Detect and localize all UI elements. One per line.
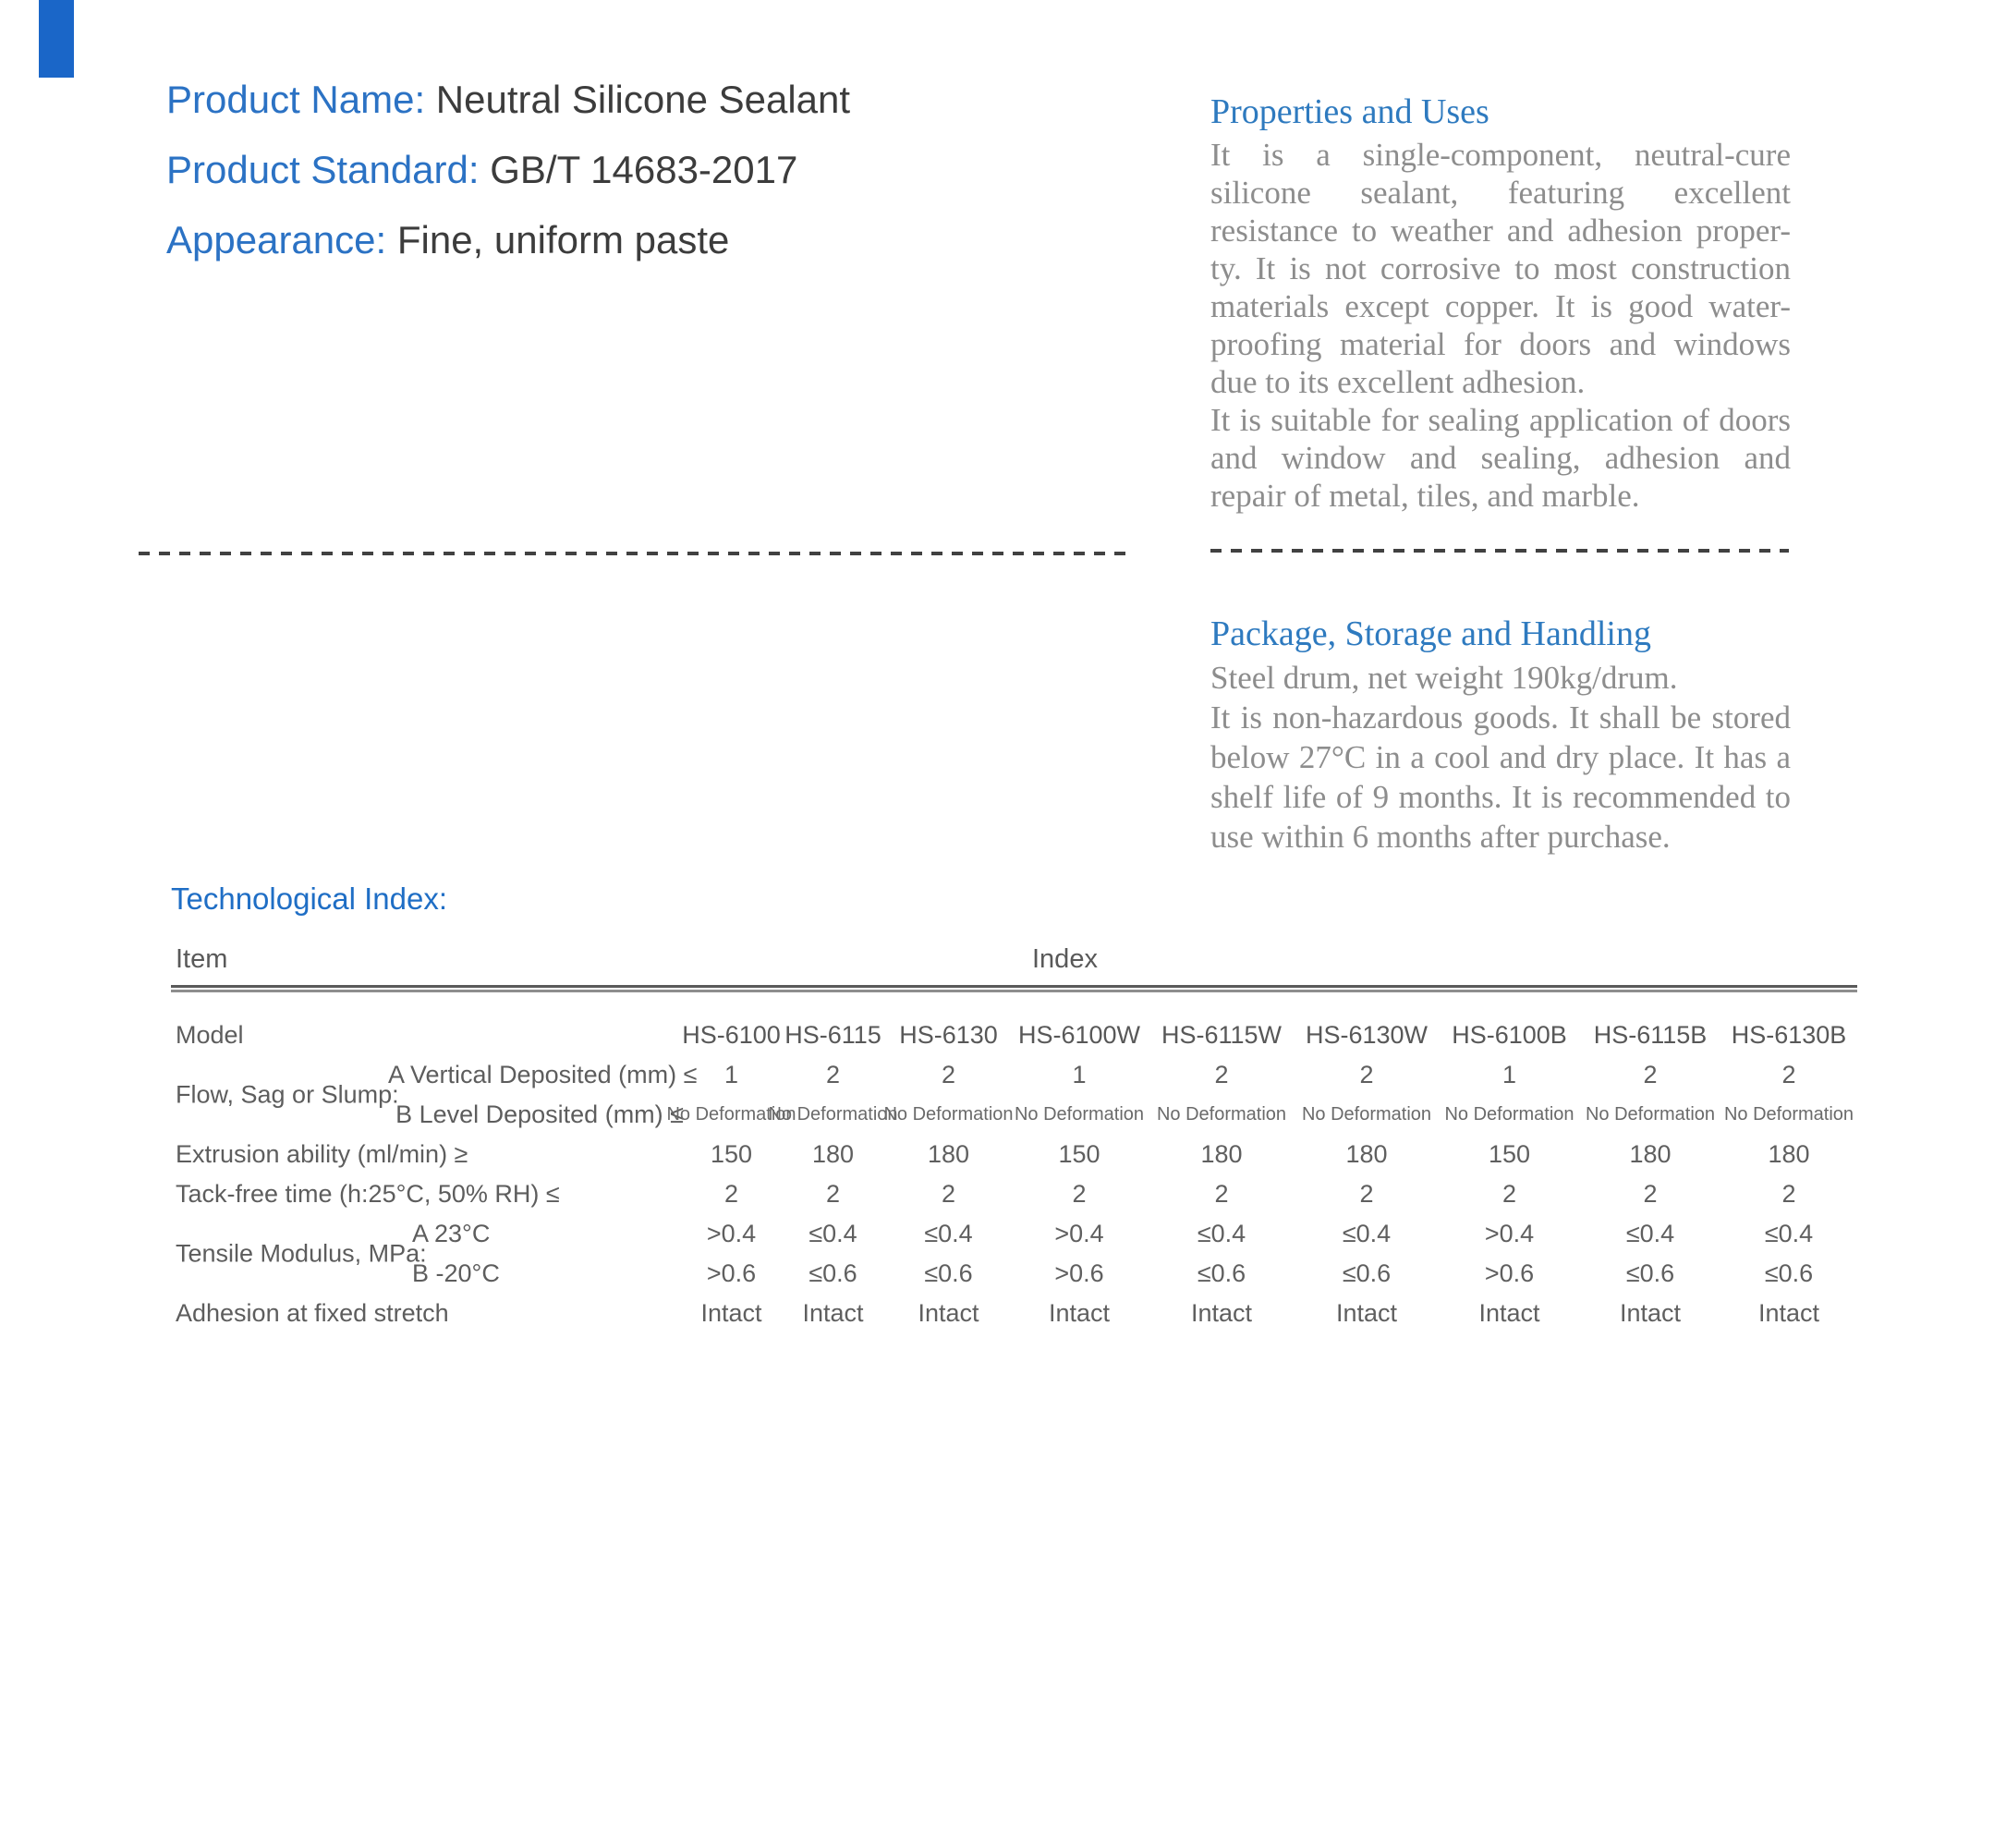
package-section: [1210, 610, 1791, 857]
table-value-cell: Intact: [802, 1299, 864, 1327]
table-value-cell: HS-6115: [784, 1020, 881, 1049]
table-value-cell: ≤0.6: [1197, 1259, 1246, 1287]
table-value-cell: 1: [723, 1061, 739, 1088]
table-value-cell: >0.4: [706, 1220, 757, 1247]
table-value-cell: 2: [1781, 1180, 1796, 1208]
table-value-cell: ≤0.4: [1764, 1220, 1814, 1247]
table-row-group: [171, 1055, 1857, 1135]
table-value-cell: No Deformation: [1301, 1104, 1432, 1125]
body-text-line: resistance to weather and adhesion proper-: [1210, 213, 1791, 249]
body-text-line: proofing material for doors and windows: [1210, 326, 1791, 362]
table-value-cell: HS-6100W: [1017, 1020, 1141, 1049]
row-sublabel: A 23°C: [412, 1220, 491, 1247]
table-value-cell: 2: [1781, 1061, 1796, 1088]
body-text-line: Steel drum, net weight 190kg/drum.: [1210, 660, 1678, 696]
table-value-cell: 180: [1200, 1140, 1243, 1168]
table-row: [171, 1174, 1857, 1214]
table-value-cell: 2: [1214, 1180, 1229, 1208]
row-label: Tack-free time (h:25°C, 50% RH) ≤: [176, 1180, 560, 1208]
row-sublabel: B -20°C: [412, 1259, 500, 1287]
body-text-line: and window and sealing, adhesion and: [1210, 440, 1791, 476]
model-row: [171, 1015, 1857, 1055]
table-value-cell: HS-6115B: [1593, 1020, 1708, 1049]
body-text-line: due to its excellent adhesion.: [1210, 364, 1586, 400]
table-value-cell: 1: [1072, 1061, 1087, 1088]
table-value-cell: No Deformation: [1444, 1104, 1574, 1125]
table-value-cell: Intact: [1619, 1299, 1682, 1327]
table-value-cell: ≤0.6: [924, 1259, 973, 1287]
header-double-rule: [171, 985, 1857, 992]
product-info-row: [166, 219, 850, 261]
table-value-cell: 2: [941, 1061, 956, 1088]
row-label: Adhesion at fixed stretch: [176, 1299, 449, 1327]
table-value-cell: No Deformation: [883, 1104, 1014, 1125]
product-info-row: [166, 79, 850, 121]
table-value-cell: 150: [710, 1140, 753, 1168]
table-value-cell: Intact: [1190, 1299, 1253, 1327]
table-value-cell: ≤0.4: [808, 1220, 857, 1247]
table-value-cell: 2: [1643, 1061, 1658, 1088]
item-column-header: Item: [176, 944, 228, 974]
table-value-cell: >0.4: [1054, 1220, 1104, 1247]
table-value-cell: Intact: [918, 1299, 979, 1327]
table-value-cell: 2: [941, 1180, 956, 1208]
table-subrow: [171, 1055, 1857, 1095]
product-info-label: Product Name:: [166, 78, 426, 121]
table-value-cell: ≤0.6: [808, 1259, 857, 1287]
table-value-cell: 180: [1629, 1140, 1672, 1168]
product-info: [166, 79, 850, 289]
table-value-cell: ≤0.6: [1625, 1259, 1675, 1287]
left-dashed-divider: [139, 552, 1125, 555]
product-info-value: GB/T 14683-2017: [479, 148, 798, 191]
table-value-cell: Intact: [1478, 1299, 1540, 1327]
table-header-row: [171, 937, 1857, 985]
product-info-value: Neutral Silicone Sealant: [425, 78, 851, 121]
table-subrow: [171, 1095, 1857, 1135]
row-sublabel: A Vertical Deposited (mm) ≤: [388, 1061, 698, 1088]
table-value-cell: ≤0.6: [1764, 1259, 1814, 1287]
table-value-cell: 1: [1501, 1061, 1517, 1088]
properties-section: [1210, 88, 1791, 515]
table-value-cell: No Deformation: [768, 1104, 898, 1125]
table-value-cell: 2: [825, 1061, 841, 1088]
table-value-cell: HS-6130: [899, 1020, 998, 1049]
table-value-cell: 2: [1214, 1061, 1229, 1088]
body-text-line: repair of metal, tiles, and marble.: [1210, 478, 1640, 514]
properties-body: [1210, 136, 1791, 515]
body-text-line: below 27°C in a cool and dry place. It has a: [1210, 739, 1791, 775]
table-value-cell: 150: [1488, 1140, 1531, 1168]
index-column-header: Index: [1032, 944, 1098, 974]
table-value-cell: 2: [1359, 1180, 1374, 1208]
table-value-cell: >0.6: [706, 1259, 757, 1287]
row-label: Tensile Modulus, MPa:: [176, 1239, 427, 1268]
table-value-cell: HS-6115W: [1161, 1020, 1283, 1049]
table-value-cell: >0.4: [1484, 1220, 1535, 1247]
table-value-cell: ≤0.6: [1342, 1259, 1392, 1287]
table-value-cell: HS-6100: [682, 1020, 781, 1049]
table-row: [171, 1135, 1857, 1174]
table-value-cell: 2: [825, 1180, 841, 1208]
body-text-line: It is suitable for sealing application of doors: [1210, 402, 1791, 438]
table-value-cell: ≤0.4: [1197, 1220, 1246, 1247]
product-info-row: [166, 149, 850, 191]
body-text-line: shelf life of 9 months. It is recommended to: [1210, 779, 1791, 815]
table-row-group: [171, 1214, 1857, 1294]
table-body: [171, 1055, 1857, 1333]
right-dashed-divider: [1210, 549, 1789, 553]
row-label: Flow, Sag or Slump:: [176, 1080, 399, 1109]
table-value-cell: No Deformation: [1156, 1104, 1287, 1125]
table-value-cell: No Deformation: [1585, 1104, 1716, 1125]
table-value-cell: 180: [1345, 1140, 1388, 1168]
table-value-cell: >0.6: [1054, 1259, 1104, 1287]
table-value-cell: 150: [1058, 1140, 1100, 1168]
table-value-cell: 2: [1072, 1180, 1087, 1208]
properties-title: Properties and Uses: [1210, 92, 1489, 131]
product-info-label: Product Standard:: [166, 148, 480, 191]
table-row: [171, 1294, 1857, 1333]
table-value-cell: ≤0.4: [924, 1220, 973, 1247]
package-title: Package, Storage and Handling: [1210, 614, 1651, 653]
table-value-cell: Intact: [1757, 1299, 1820, 1327]
table-value-cell: >0.6: [1484, 1259, 1535, 1287]
table-value-cell: 2: [1501, 1180, 1517, 1208]
table-value-cell: ≤0.4: [1342, 1220, 1392, 1247]
table-value-cell: No Deformation: [1723, 1104, 1854, 1125]
model-row-label: Model: [176, 1020, 244, 1049]
corner-accent-bar: [39, 0, 74, 78]
table-value-cell: No Deformation: [666, 1104, 796, 1125]
table-value-cell: 180: [927, 1140, 970, 1168]
table-value-cell: ≤0.4: [1625, 1220, 1675, 1247]
table-value-cell: 2: [1359, 1061, 1374, 1088]
table-value-cell: 2: [723, 1180, 739, 1208]
row-sublabel: B Level Deposited (mm) ≤: [395, 1100, 684, 1128]
row-label: Extrusion ability (ml/min) ≥: [176, 1140, 468, 1168]
body-text-line: It is non-hazardous goods. It shall be stored: [1210, 699, 1791, 736]
tech-index-table: [171, 937, 1857, 1333]
body-text-line: It is a single-component, neutral-cure: [1210, 137, 1791, 173]
table-value-cell: Intact: [700, 1299, 762, 1327]
table-value-cell: 2: [1643, 1180, 1658, 1208]
body-text-line: silicone sealant, featuring excellent: [1210, 175, 1791, 211]
table-value-cell: Intact: [1335, 1299, 1398, 1327]
body-text-line: ty. It is not corrosive to most construction: [1210, 250, 1791, 286]
table-value-cell: HS-6130W: [1305, 1020, 1429, 1049]
table-value-cell: No Deformation: [1014, 1104, 1145, 1125]
body-text-line: use within 6 months after purchase.: [1210, 819, 1671, 855]
product-info-label: Appearance:: [166, 218, 387, 261]
body-text-line: materials except copper. It is good water-: [1210, 288, 1791, 324]
tech-index-title: Technological Index:: [171, 881, 448, 916]
table-value-cell: HS-6100B: [1452, 1020, 1567, 1049]
table-value-cell: 180: [811, 1140, 855, 1168]
table-value-cell: Intact: [1048, 1299, 1111, 1327]
product-info-value: Fine, uniform paste: [386, 218, 730, 261]
table-value-cell: 180: [1768, 1140, 1810, 1168]
table-value-cell: HS-6130B: [1731, 1020, 1847, 1049]
package-body: [1210, 658, 1791, 857]
